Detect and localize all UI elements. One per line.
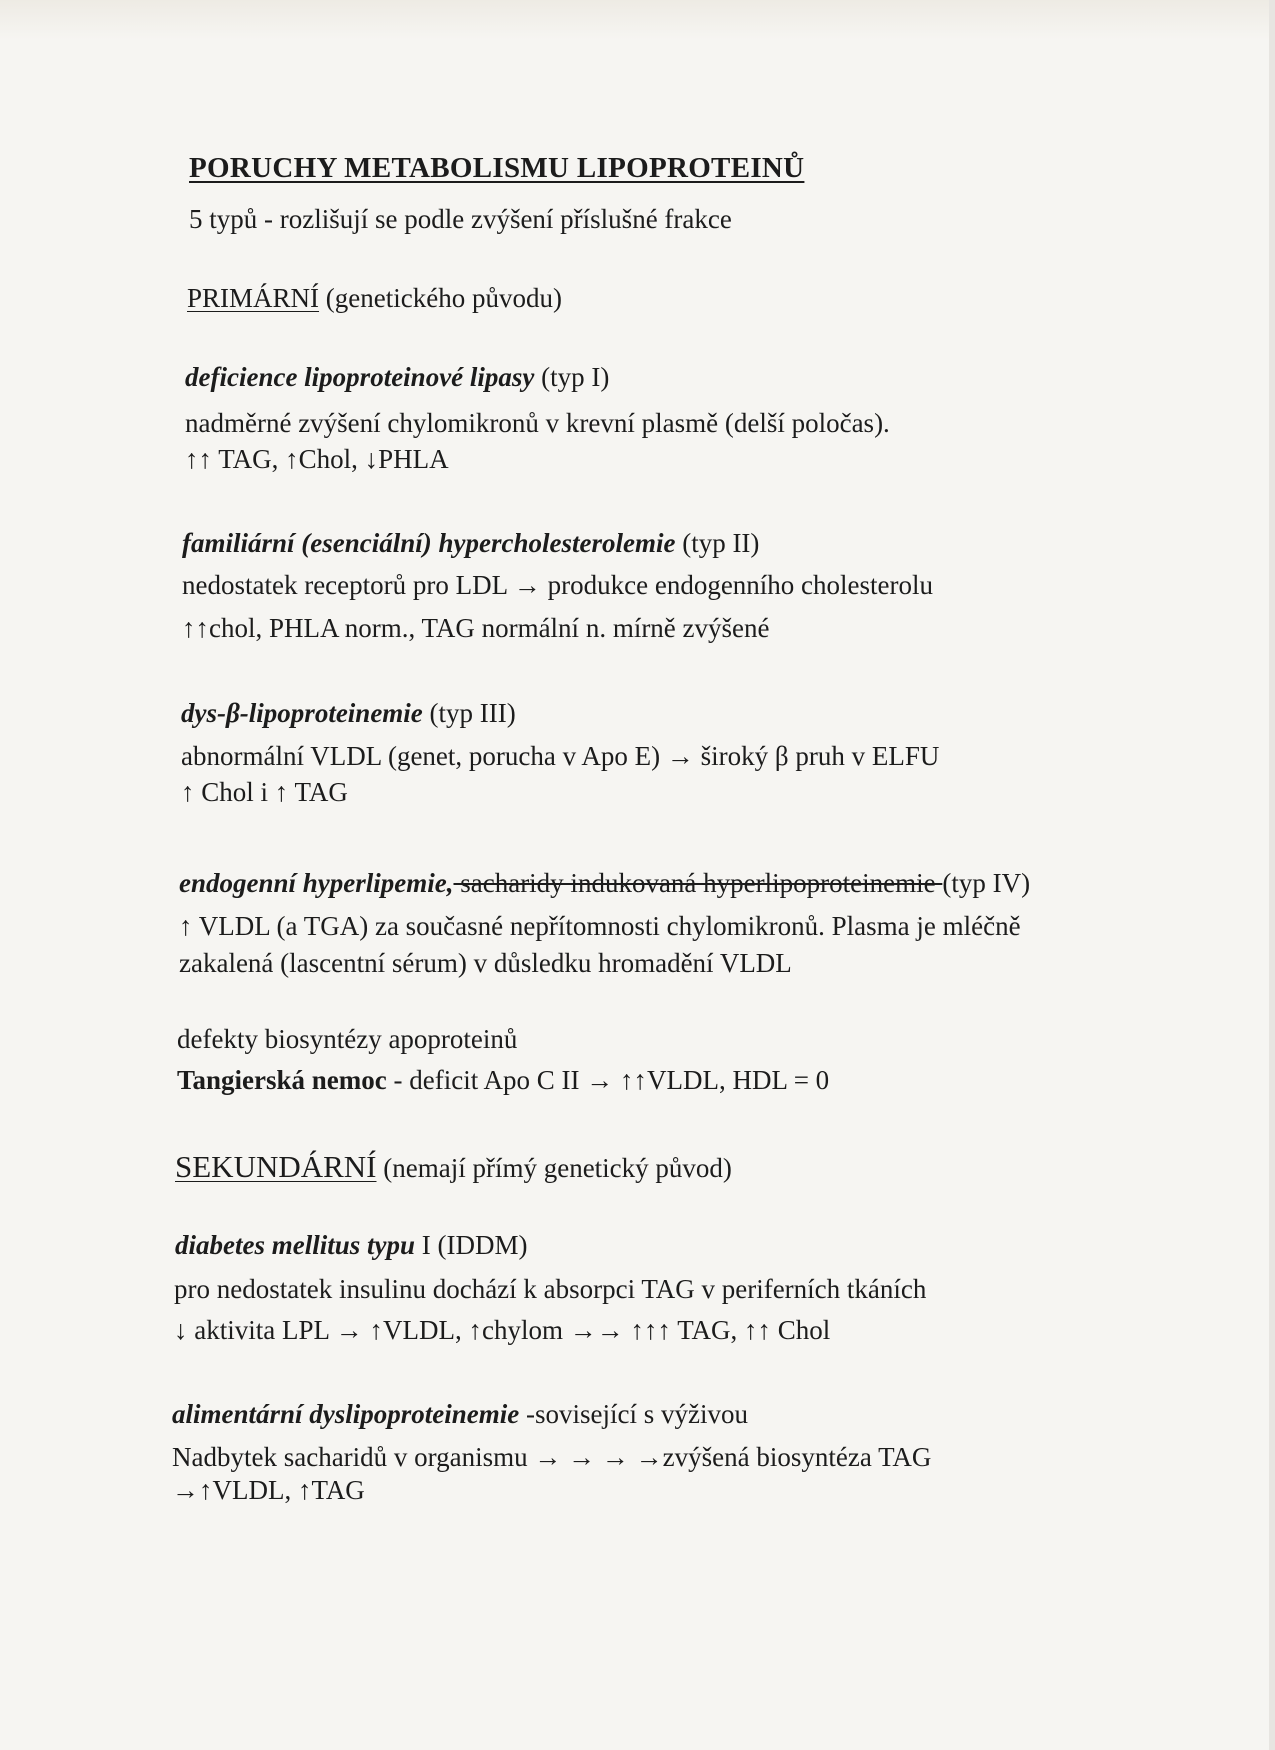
diabetes-type: I (IDDM) xyxy=(415,1230,528,1260)
type1-line2: ↑↑ TAG, ↑Chol, ↓PHLA xyxy=(185,444,449,474)
type3-name: dys-β-lipoproteinemie xyxy=(181,698,423,728)
page-edge xyxy=(1269,0,1275,1750)
type2-line2: ↑↑chol, PHLA norm., TAG normální n. mírně zvýšené xyxy=(182,613,770,643)
type3-type: (typ III) xyxy=(422,698,516,728)
type4-struck-text: sacharidy indukovaná hyperlipoproteinemie xyxy=(453,868,943,898)
diabetes-heading xyxy=(175,1229,527,1261)
secondary-heading xyxy=(175,1151,732,1184)
alimentary-name: alimentární dyslipoproteinemie xyxy=(172,1399,520,1429)
alimentary-line2: →↑VLDL, ↑TAG xyxy=(172,1475,365,1505)
primary-heading xyxy=(187,282,562,314)
type1-name: deficience lipoproteinové lipasy xyxy=(185,362,535,392)
type4-heading xyxy=(179,867,1030,899)
type1-type: (typ I) xyxy=(534,362,610,392)
document-subtitle: 5 typů - rozlišují se podle zvýšení příslušné frakce xyxy=(189,204,732,234)
type2-line1: nedostatek receptorů pro LDL → produkce endogenního cholesterolu xyxy=(182,570,934,600)
type4-line1: ↑ VLDL (a TGA) za současné nepřítomnosti chylomikronů. Plasma je mléčně xyxy=(179,911,1021,941)
type2-name: familiární (esenciální) hypercholesterolemie xyxy=(182,528,676,558)
defects-line: defekty biosyntézy apoproteinů xyxy=(177,1024,518,1054)
alimentary-heading xyxy=(172,1398,748,1430)
type4-line2: zakalená (lascentní sérum) v důsledku hromadění VLDL xyxy=(179,948,792,978)
primary-heading-label: PRIMÁRNÍ xyxy=(187,283,320,313)
type3-heading xyxy=(181,697,516,729)
type4-type: (typ IV) xyxy=(942,868,1031,898)
type4-name: endogenní hyperlipemie, xyxy=(179,868,454,898)
tangier-name: Tangierská nemoc xyxy=(177,1065,387,1095)
primary-heading-note: (genetického původu) xyxy=(319,283,562,313)
type1-line1: nadměrné zvýšení chylomikronů v krevní plasmě (delší poločas). xyxy=(185,408,890,438)
type2-heading xyxy=(182,527,759,559)
tangier-text: - deficit Apo C II → ↑↑VLDL, HDL = 0 xyxy=(386,1065,830,1095)
alimentary-line1: Nadbytek sacharidů v organismu → → → →zvýšená biosyntéza TAG xyxy=(172,1442,932,1472)
type1-heading xyxy=(185,361,609,393)
alimentary-note: -sovisející s výživou xyxy=(519,1399,748,1429)
type3-line1: abnormální VLDL (genet, porucha v Apo E) → široký β pruh v ELFU xyxy=(181,741,940,771)
diabetes-name: diabetes mellitus typu xyxy=(175,1230,415,1260)
tangier-line xyxy=(177,1064,829,1096)
document-title: PORUCHY METABOLISMU LIPOPROTEINŮ xyxy=(189,152,805,184)
type2-type: (typ II) xyxy=(675,528,760,558)
secondary-heading-note: (nemají přímý genetický původ) xyxy=(376,1153,732,1183)
type3-line2: ↑ Chol i ↑ TAG xyxy=(181,777,348,807)
secondary-heading-label: SEKUNDÁRNÍ xyxy=(175,1149,377,1184)
diabetes-line2: ↓ aktivita LPL → ↑VLDL, ↑chylom →→ ↑↑↑ TAG, ↑↑ Chol xyxy=(174,1315,831,1345)
diabetes-line1: pro nedostatek insulinu dochází k absorpci TAG v periferních tkáních xyxy=(174,1274,927,1304)
